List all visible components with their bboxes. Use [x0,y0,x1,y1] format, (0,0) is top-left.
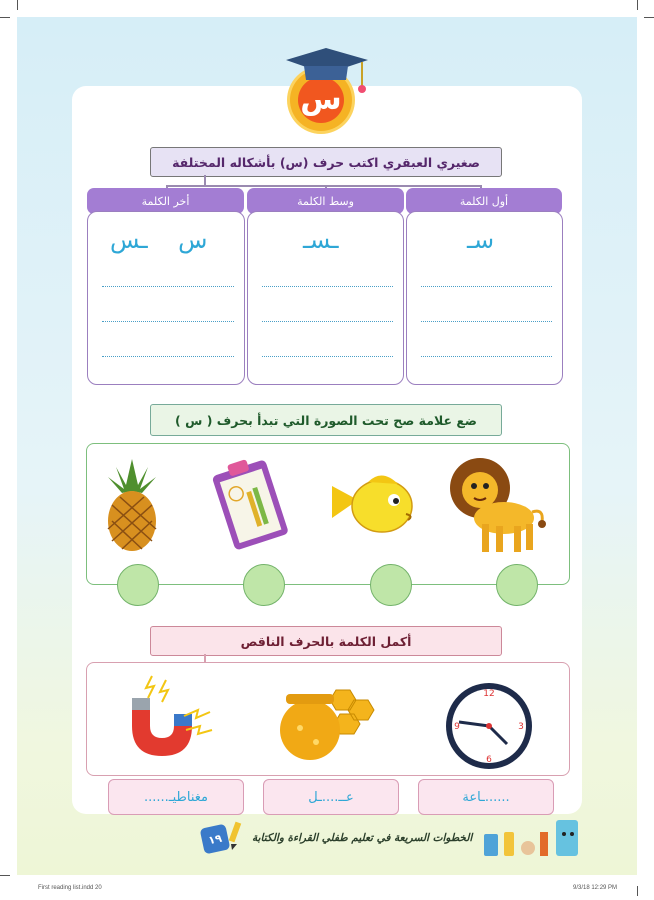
check-circle-pineapple[interactable] [117,564,159,606]
file-slug: First reading list.indd 20 [38,885,102,891]
svg-text:3: 3 [518,722,524,732]
letter-form-end: س ـس [110,226,208,254]
writing-line[interactable] [102,321,234,322]
writing-column-end [87,211,245,385]
word-magnet[interactable]: مغناطيـ...... [108,779,244,815]
lion-icon [444,452,548,556]
page-number: ١٩ [200,824,231,855]
fish-icon [328,466,418,546]
cartoon-characters-icon [478,814,588,864]
magnet-icon [112,668,222,768]
writing-line[interactable] [421,321,552,322]
svg-text:6: 6 [486,755,492,765]
writing-column-middle [247,211,404,385]
svg-text:12: 12 [483,689,495,699]
connector [204,175,206,185]
writing-column-start [406,211,563,385]
writing-line[interactable] [262,321,393,322]
section3-instruction: أكمل الكلمة بالحرف الناقص [150,626,502,656]
letter-form-start: سـ [467,226,495,254]
svg-text:9: 9 [454,722,460,732]
check-circle-clipboard[interactable] [243,564,285,606]
letter-form-middle: ـسـ [303,226,339,254]
column-header-end: أخر الكلمة [87,188,244,214]
check-circle-lion[interactable] [496,564,538,606]
clipboard-icon [208,456,292,552]
graduation-cap-icon [282,42,372,102]
pineapple-icon [102,455,162,555]
writing-line[interactable] [262,286,393,287]
clock-icon [443,680,535,772]
honey-icon [276,680,380,764]
writing-line[interactable] [102,286,234,287]
check-circle-fish[interactable] [370,564,412,606]
section1-instruction: صغيري العبقري اكتب حرف (س) بأشكاله المختلفة [150,147,502,177]
section2-instruction: ضع علامة صح تحت الصورة التي تبدأ بحرف ( س ) [150,404,502,436]
word-clock[interactable]: ......ـاعة [418,779,554,815]
column-header-middle: وسط الكلمة [247,188,404,214]
writing-line[interactable] [102,356,234,357]
column-header-start: أول الكلمة [406,188,562,214]
connector [166,185,482,187]
word-honey[interactable]: عــ....ـل [263,779,399,815]
letter-badge [282,42,372,132]
pencil-icon [226,820,246,850]
series-title: الخطوات السريعة في تعليم طفلي القراءة والكتابة [252,832,473,844]
writing-line[interactable] [421,356,552,357]
writing-line[interactable] [262,356,393,357]
date-slug: 9/3/18 12:29 PM [573,885,618,891]
letter-badge-text: س [298,77,344,123]
writing-line[interactable] [421,286,552,287]
footer-banner [192,814,588,864]
